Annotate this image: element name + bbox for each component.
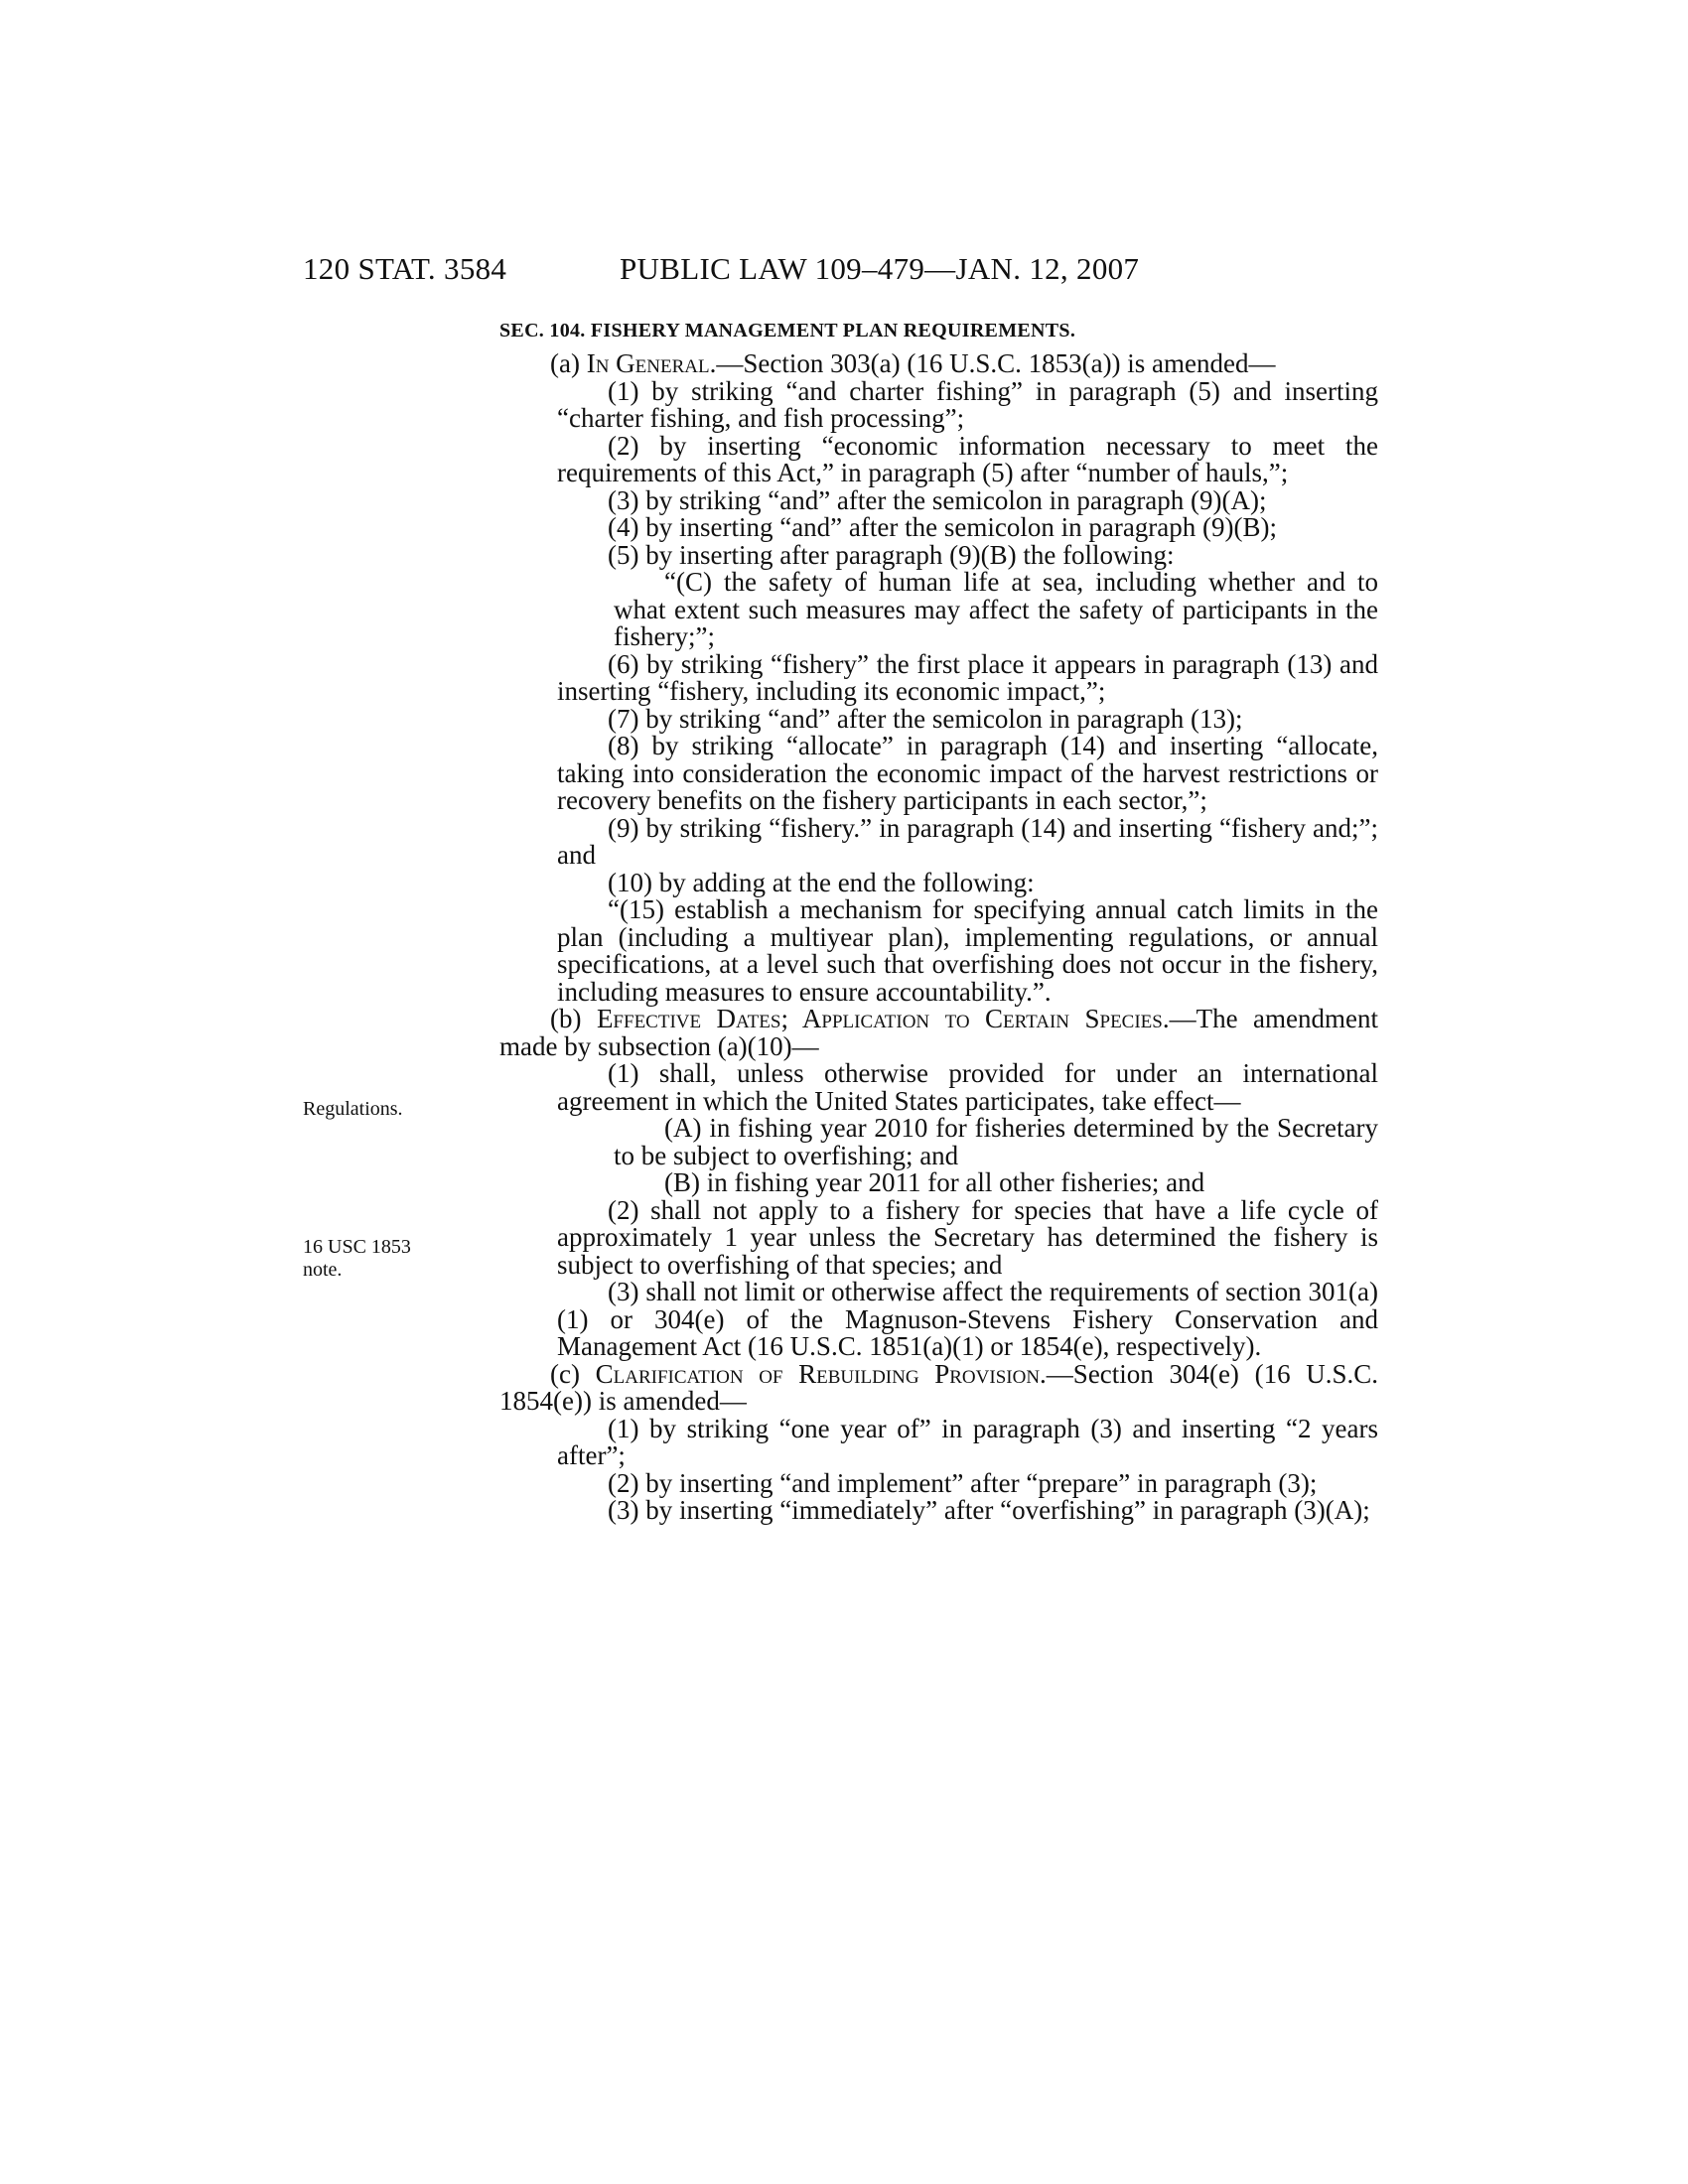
margin-note-usc-line1: 16 USC 1853 — [303, 1236, 411, 1258]
list-item: (5) by inserting after paragraph (9)(B) the following: — [608, 539, 1175, 570]
subsection-a-caption: In General — [586, 348, 710, 378]
list-item: (1) by striking “and charter fishing” in paragraph (5) and inserting “charter fishing, and fish processing”; — [557, 375, 1378, 433]
running-title: PUBLIC LAW 109–479—JAN. 12, 2007 — [620, 251, 1140, 286]
list-item: (7) by striking “and” after the semicolon in paragraph (13); — [608, 703, 1243, 734]
list-item: (2) shall not apply to a fishery for species that have a life cycle of approximately 1 year unless the Secretary has determined the fishery is subject to overfishing of that species; and — [557, 1194, 1378, 1280]
quoted-paragraph: “(15) establish a mechanism for specifying annual catch limits in the plan (including a multiyear plan), implementing regulations, or annual specifications, at a level such that overfishing does not occur in the fishery, including measures to ensure accountability.”. — [557, 894, 1378, 1007]
list-item: (8) by striking “allocate” in paragraph (14) and inserting “allocate, taking into consideration the economic impact of the harvest restrictions or recovery benefits on the fishery participants in each sector,”; — [557, 731, 1378, 815]
subsection-c-text: .—Section 304(e) (16 U.S.C. 1854(e)) is amended— — [499, 1358, 1379, 1416]
list-item: (2) by inserting “economic information necessary to meet the requirements of this Act,” in paragraph (5) after “number of hauls,”; — [557, 430, 1378, 487]
margin-note-usc-line2: note. — [303, 1259, 343, 1281]
subsection-c-caption: Clarification of Rebuilding Provision — [595, 1358, 1041, 1389]
quoted-paragraph: “(C) the safety of human life at sea, including whether and to what extent such measures may affect the safety of participants in the fishery;”; — [614, 567, 1378, 651]
document-body — [499, 320, 1378, 1525]
subsection-a-text: .—Section 303(a) (16 U.S.C. 1853(a)) is amended— — [709, 348, 1276, 378]
subsection-b — [499, 1006, 1378, 1060]
page-number: 120 STAT. 3584 — [303, 251, 507, 286]
list-item: (1) shall, unless otherwise provided for under an international agreement in which the United States participates, take effect— — [557, 1058, 1378, 1116]
subsection-b-text: .—The amendment made by subsection (a)(10)— — [499, 1004, 1378, 1061]
subsection-c-label: (c) — [550, 1358, 596, 1389]
list-item: (10) by adding at the end the following: — [608, 867, 1035, 897]
subsection-a — [499, 350, 1378, 378]
subsection-b-label: (b) — [550, 1004, 597, 1033]
list-item: (A) in fishing year 2010 for fisheries determined by the Secretary to be subject to overfishing; and — [614, 1113, 1378, 1170]
subsection-b-caption: Effective Dates; Application to Certain Species — [596, 1004, 1163, 1033]
section-heading: SEC. 104. FISHERY MANAGEMENT PLAN REQUIREMENTS. — [499, 320, 1076, 341]
list-item: (9) by striking “fishery.” in paragraph (14) and inserting “fishery and;”; and — [557, 812, 1378, 870]
list-item: (B) in fishing year 2011 for all other fisheries; and — [664, 1167, 1205, 1197]
list-item: (3) by striking “and” after the semicolon in paragraph (9)(A); — [608, 484, 1267, 515]
list-item: (1) by striking “one year of” in paragraph (3) and inserting “2 years after”; — [557, 1413, 1378, 1470]
list-item: (3) shall not limit or otherwise affect the requirements of section 301(a)(1) or 304(e) of the Magnuson-Stevens Fishery Conservation and Management Act (16 U.S.C. 1851(a)(1) or 1854(e), respectively). — [557, 1277, 1378, 1361]
subsection-a-label: (a) — [550, 348, 587, 378]
list-item: (2) by inserting “and implement” after “prepare” in paragraph (3); — [608, 1467, 1318, 1498]
list-item: (3) by inserting “immediately” after “overfishing” in paragraph (3)(A); — [608, 1495, 1370, 1525]
page-header — [0, 251, 1688, 291]
list-item: (4) by inserting “and” after the semicolon in paragraph (9)(B); — [608, 512, 1277, 542]
list-item: (6) by striking “fishery” the first place it appears in paragraph (13) and inserting “fishery, including its economic impact,”; — [557, 648, 1378, 706]
margin-note-usc — [303, 1236, 411, 1282]
subsection-c — [499, 1358, 1379, 1416]
margin-note-regulations: Regulations. — [303, 1098, 403, 1120]
